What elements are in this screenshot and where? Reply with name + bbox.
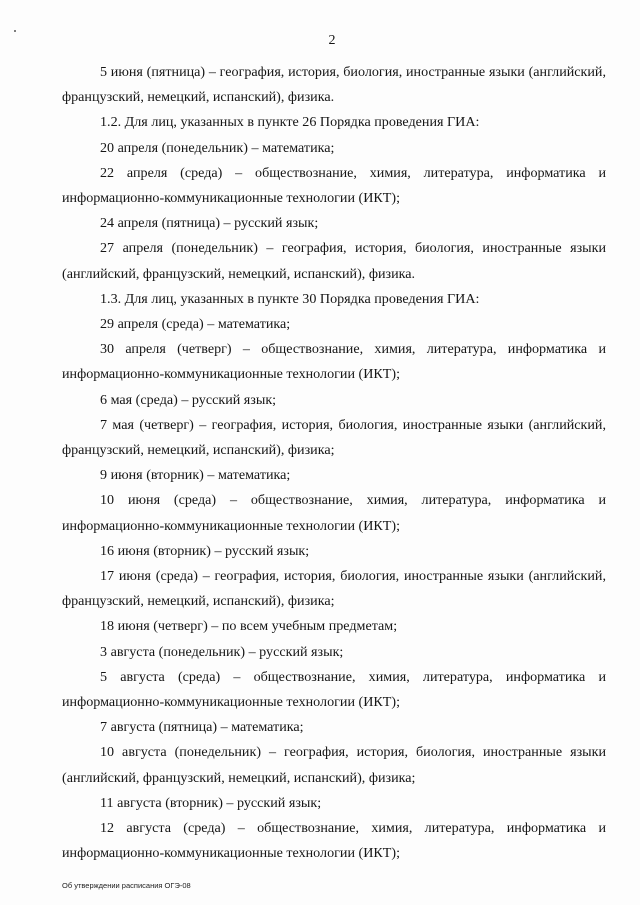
paragraph: 24 апреля (пятница) – русский язык; <box>100 215 319 232</box>
paragraph: 10 июня (среда) – обществознание, химия, литература, информатика и информационно-коммуникационные технологии (ИКТ); <box>62 492 606 534</box>
paragraph: 17 июня (среда) – география, история, биология, иностранные языки (английский, французский, немецкий, испанский), физика; <box>62 568 606 610</box>
paragraph: 12 августа (среда) – обществознание, химия, литература, информатика и информационно-коммуникационные технологии (ИКТ); <box>62 820 606 862</box>
paragraph: 27 апреля (понедельник) – география, история, биология, иностранные языки (английский, французский, немецкий, испанский), физика. <box>62 240 606 282</box>
document-footer: Об утверждении расписания ОГЭ-08 <box>62 881 191 890</box>
paragraph: 29 апреля (среда) – математика; <box>100 316 291 333</box>
document-body <box>62 60 606 867</box>
paragraph: 7 мая (четверг) – география, история, биология, иностранные языки (английский, французский, немецкий, испанский), физика; <box>62 416 606 459</box>
paragraph: 6 мая (среда) – русский язык; <box>100 391 277 408</box>
paragraph: 16 июня (вторник) – русский язык; <box>100 542 310 559</box>
section-heading: 1.2. Для лиц, указанных в пункте 26 Порядка проведения ГИА: <box>100 114 480 131</box>
paragraph: 20 апреля (понедельник) – математика; <box>100 139 335 156</box>
paragraph: 10 августа (понедельник) – география, история, биология, иностранные языки (английский, французский, немецкий, испанский), физика; <box>62 744 606 786</box>
paragraph: 5 июня (пятница) – география, история, биология, иностранные языки (английский, французский, немецкий, испанский), физика. <box>62 64 606 106</box>
scan-speck <box>14 30 16 32</box>
page-number: 2 <box>328 33 336 48</box>
paragraph: 9 июня (вторник) – математика; <box>100 467 291 484</box>
paragraph: 22 апреля (среда) – обществознание, химия, литература, информатика и информационно-коммуникационные технологии (ИКТ); <box>62 164 606 207</box>
section-heading: 1.3. Для лиц, указанных в пункте 30 Порядка проведения ГИА: <box>100 290 480 307</box>
paragraph: 11 августа (вторник) – русский язык; <box>100 794 322 811</box>
paragraph: 18 июня (четверг) – по всем учебным предметам; <box>100 618 398 635</box>
paragraph: 30 апреля (четверг) – обществознание, химия, литература, информатика и информационно-коммуникационные технологии (ИКТ); <box>62 341 606 383</box>
paragraph: 7 августа (пятница) – математика; <box>100 719 304 736</box>
paragraph: 5 августа (среда) – обществознание, химия, литература, информатика и информационно-коммуникационные технологии (ИКТ); <box>62 668 606 711</box>
paragraph: 3 августа (понедельник) – русский язык; <box>100 643 344 660</box>
